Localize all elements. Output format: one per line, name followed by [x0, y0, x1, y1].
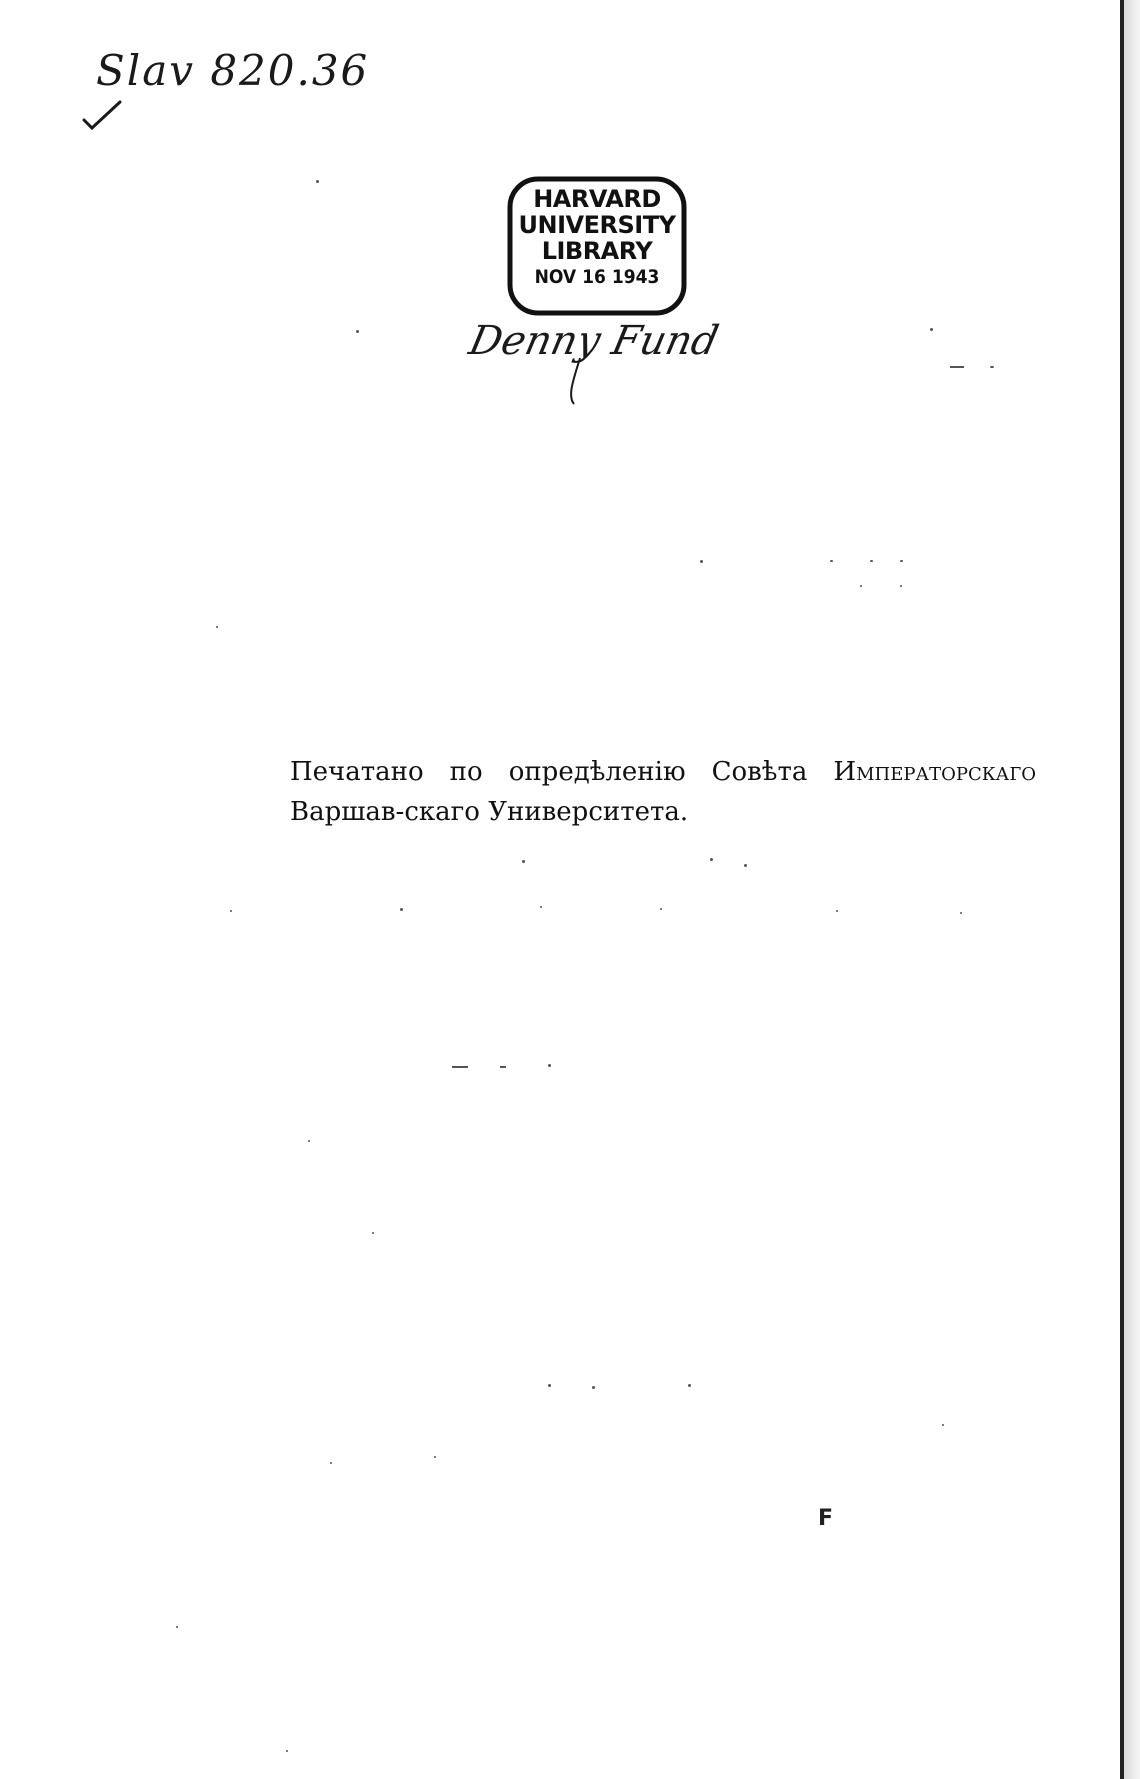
scan-speck: [710, 858, 713, 861]
stamp-line-university: UNIVERSITY: [518, 211, 676, 239]
scan-speck: [286, 1750, 288, 1752]
scan-speck: [688, 1384, 691, 1387]
library-stamp: [507, 176, 687, 318]
handwritten-signature: [462, 318, 732, 408]
imprint-prefix: Печатано по опредѣленію Совѣта: [290, 757, 834, 787]
scan-speck: [700, 560, 703, 563]
scan-speck: [900, 560, 903, 562]
scan-speck: [308, 1140, 310, 1142]
scan-speck: [942, 1424, 944, 1426]
scan-speck: [540, 906, 542, 908]
call-number-text: Slav 820.36: [96, 46, 370, 95]
scan-speck: [216, 626, 218, 628]
scan-speck: [176, 1626, 178, 1628]
signature-text: Denny Fund: [465, 318, 723, 364]
check-mark-icon: [82, 98, 122, 132]
scan-speck: [900, 585, 902, 587]
scan-speck: [522, 860, 525, 863]
scan-speck: [960, 912, 962, 914]
scan-speck: [330, 1462, 332, 1464]
scan-speck: [592, 1386, 595, 1389]
scan-speck: [830, 560, 833, 562]
scan-speck: [500, 1066, 506, 1068]
imprint-emphasis: Императорскаго: [833, 757, 1036, 787]
stamp-date: NOV 16 1943: [534, 266, 660, 288]
imprint-suffix: Варшав-скаго Университета.: [290, 797, 689, 827]
scan-speck: [548, 1064, 551, 1067]
scan-speck: [930, 328, 933, 331]
stamp-line-harvard: HARVARD: [533, 185, 661, 213]
scan-speck: [548, 1384, 551, 1387]
scan-speck: [400, 908, 403, 911]
page-edge-shadow: [1124, 0, 1140, 1779]
scan-speck: [990, 366, 994, 368]
stamp-line-library: LIBRARY: [541, 237, 653, 265]
signature-underline-icon: [462, 318, 732, 408]
scan-speck: [230, 910, 232, 912]
scan-speck: [870, 560, 873, 562]
imprint-paragraph: [216, 752, 1036, 832]
scan-speck: [950, 366, 964, 368]
scan-speck: [356, 330, 359, 333]
scan-speck: [434, 1456, 436, 1458]
scan-speck: [316, 180, 319, 183]
scan-speck: [372, 1232, 374, 1234]
scan-speck: [452, 1066, 468, 1068]
bottom-pencil-mark: F: [818, 1506, 834, 1531]
scan-speck: [860, 585, 862, 587]
scan-speck: [660, 908, 662, 910]
call-number-annotation: [82, 42, 402, 132]
scan-speck: [836, 910, 838, 912]
imprint-text: [216, 752, 1036, 832]
scan-speck: [744, 864, 747, 867]
